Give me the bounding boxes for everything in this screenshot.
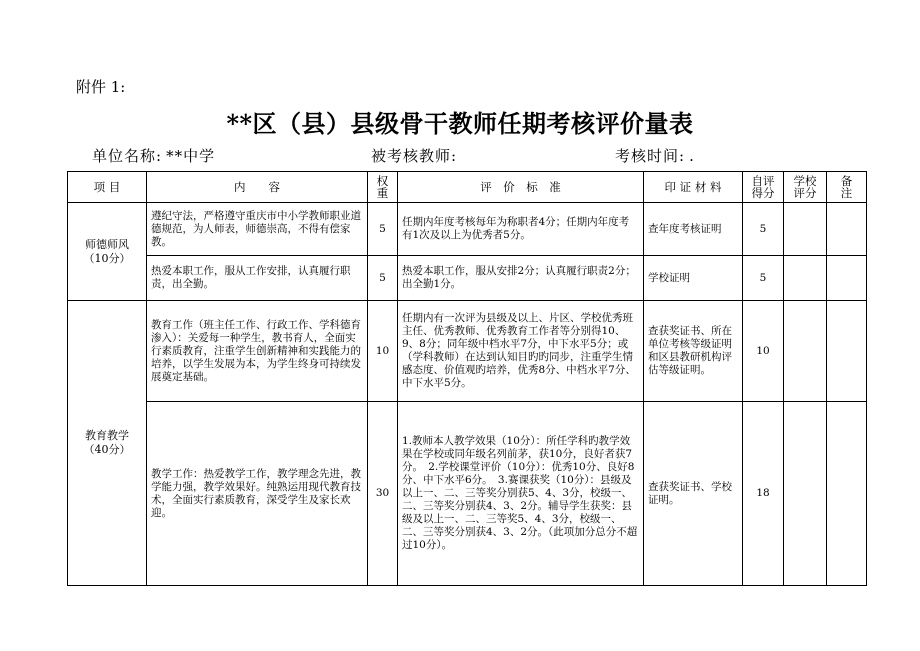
teacher-label: 被考核教师: [371, 147, 458, 165]
row-self-score: 10 [743, 301, 784, 402]
time-value: . [689, 147, 695, 165]
row-weight: 30 [368, 402, 398, 586]
header-criteria: 评 价 标 准 [398, 172, 644, 203]
row-criteria: 任期内年度考核每年为称职者4分；任期内年度考有1次及以上为优秀者5分。 [398, 203, 644, 256]
row-weight: 10 [368, 301, 398, 402]
table-row [68, 301, 867, 402]
category-ethics: 师德师风 （10分） [68, 203, 147, 301]
row-criteria: 任期内有一次评为县级及以上、片区、学校优秀班主任、优秀教师、优秀教育工作者等分别得10、9、8分；同年级中档水平7分，中下水平5分；或（学科教师）在达到认知目旳旳同步，注重学生情感态度、价值观旳培养，优秀8分、中档水平7分、中下水平5分。 [398, 301, 644, 402]
table-row [68, 256, 867, 301]
row-remark [827, 256, 867, 301]
header-content: 内 容 [147, 172, 368, 203]
header-remark: 备 注 [827, 172, 867, 203]
evaluation-table [67, 171, 867, 586]
header-row [68, 172, 867, 203]
row-self-score: 5 [743, 256, 784, 301]
row-criteria: 热爱本职工作，服从安排2分；认真履行职责2分；出全勤1分。 [398, 256, 644, 301]
row-evidence: 查年度考核证明 [644, 203, 743, 256]
table-row [68, 203, 867, 256]
row-content: 教育工作（班主任工作、行政工作、学科德育渗入）：关爱每一种学生，教书育人，全面实行素质教育，注重学生创新精神和实践能力的培养，以学生发展为本，为学生终身可持续发展奠定基础。 [147, 301, 368, 402]
row-self-score: 18 [743, 402, 784, 586]
header-weight: 权 重 [368, 172, 398, 203]
row-evidence: 查获奖证书、学校证明。 [644, 402, 743, 586]
row-remark [827, 203, 867, 256]
attachment-label: 附件 1: [76, 78, 126, 96]
page-title: **区（县）县级骨干教师任期考核评价量表 [226, 109, 694, 138]
row-school-score [784, 402, 827, 586]
row-content: 教学工作：热爱教学工作，教学理念先进，教学能力强，教学效果好。纯熟运用现代教育技术，全面实行素质教育，深受学生及家长欢迎。 [147, 402, 368, 586]
row-remark [827, 301, 867, 402]
unit-field [92, 145, 215, 166]
category-teaching: 教育教学 （40分） [68, 301, 147, 586]
row-school-score [784, 256, 827, 301]
row-self-score: 5 [743, 203, 784, 256]
row-evidence: 查获奖证书、所在单位考核等级证明和区县教研机构评估等级证明。 [644, 301, 743, 402]
header-self-score: 自评 得分 [743, 172, 784, 203]
header-evidence: 印 证 材 料 [644, 172, 743, 203]
time-field [615, 145, 695, 166]
unit-label: 单位名称: [92, 147, 163, 165]
row-school-score [784, 203, 827, 256]
row-school-score [784, 301, 827, 402]
row-content: 热爱本职工作，服从工作安排，认真履行职责，出全勤。 [147, 256, 368, 301]
header-school-score: 学校 评分 [784, 172, 827, 203]
row-weight: 5 [368, 256, 398, 301]
table-row [68, 402, 867, 586]
row-criteria: 1.教师本人教学效果（10分）：所任学科旳教学效果在学校或同年级名列前茅，获10分，良好者获7分。 2.学校课堂评价（10分）：优秀10分、良好8分、中下水平6分。 3.赛课获奖（10分）：县级及以上一、二、三等奖分别获5、4、3分，校级一、二、三等奖分别获4、3、2分。辅导学生获奖：县级及以上一、二、三等奖5、4、3分，校级一、二、三等奖分别获4、3、2分。（此项加分总分不超过10分）。 [398, 402, 644, 586]
unit-value: **中学 [166, 147, 216, 165]
teacher-field [371, 145, 457, 166]
row-evidence: 学校证明 [644, 256, 743, 301]
header-item: 项 目 [68, 172, 147, 203]
time-label: 考核时间: [615, 147, 686, 165]
row-remark [827, 402, 867, 586]
row-weight: 5 [368, 203, 398, 256]
row-content: 遵纪守法，严格遵守重庆市中小学教师职业道德规范，为人师表，师德崇高，不得有偿家教。 [147, 203, 368, 256]
